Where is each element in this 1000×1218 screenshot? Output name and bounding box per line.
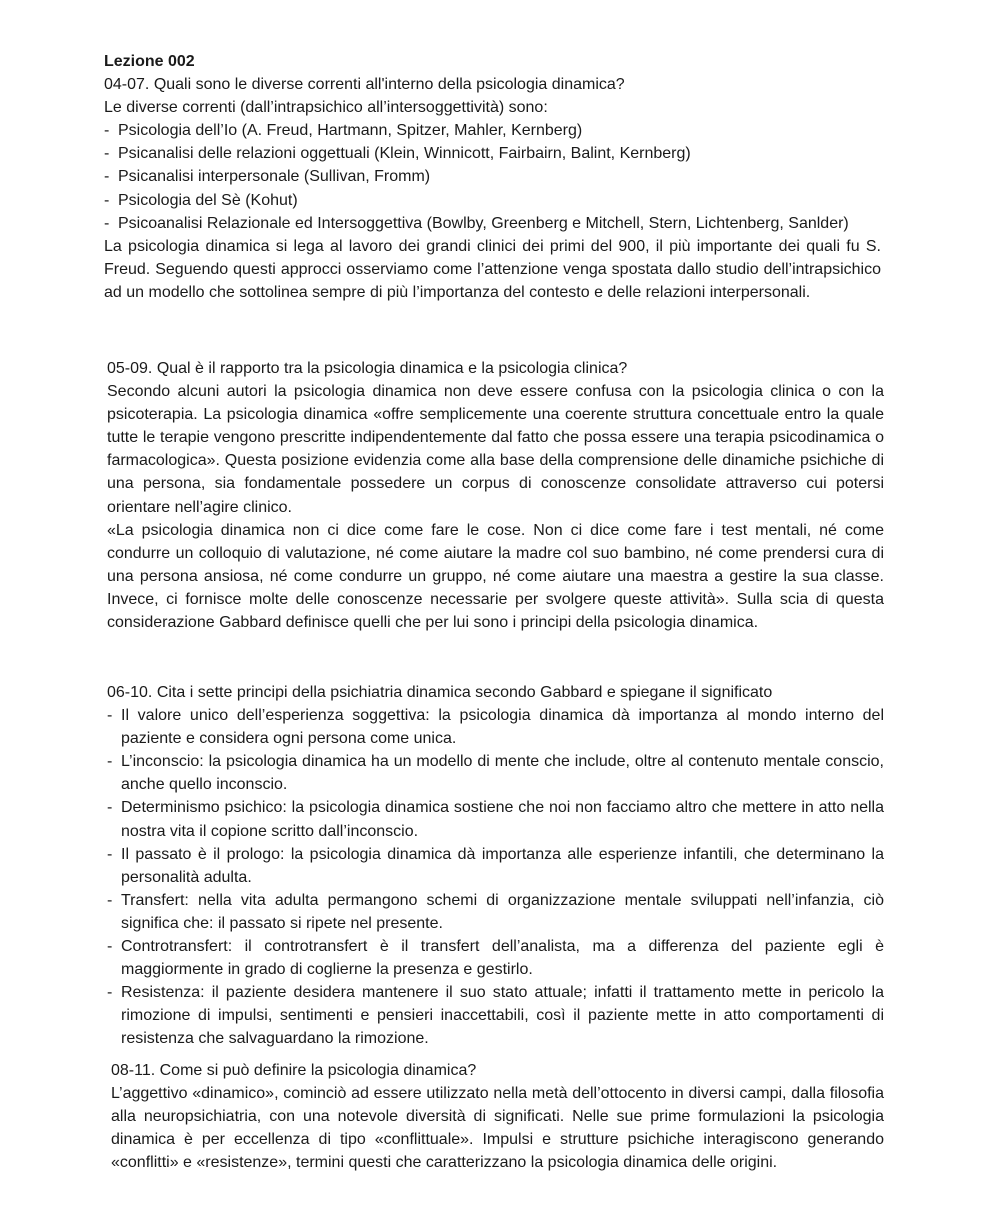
list-item-text: - Psicanalisi delle relazioni oggettuali (Klein, Winnicott, Fairbairn, Balint, Kernberg) <box>118 145 691 163</box>
section-correnti <box>104 50 881 304</box>
lesson-title: Lezione 002 <box>104 53 195 70</box>
list-item-text: - Determinismo psichico: la psicologia dinamica sostiene che noi non facciamo altro che mettere in atto nella nostra vita il copione scritto dall’inconscio. <box>121 799 884 840</box>
principi-list <box>107 704 884 1050</box>
list-item-text: - Psicoanalisi Relazionale ed Intersoggettiva (Bowlby, Greenberg e Mitchell, Stern, Lichtenberg, Sanlder) <box>118 214 849 232</box>
list-item-text: - Transfert: nella vita adulta permangono schemi di organizzazione mentale sviluppati nell’infanzia, ciò significa che: il passato si ripete nel presente. <box>121 891 884 932</box>
list-item <box>107 843 884 889</box>
section-rapporto <box>107 357 884 634</box>
list-item-text: - Il passato è il prologo: la psicologia dinamica dà importanza alle esperienze infantili, che determinano la personalità adulta. <box>121 845 884 886</box>
list-item-text: - Il valore unico dell’esperienza soggettiva: la psicologia dinamica dà importanza al mondo interno del paziente e considera ogni persona come unica. <box>121 707 884 748</box>
question-06-10: 06-10. Cita i sette principi della psichiatria dinamica secondo Gabbard e spiegane il significato <box>107 684 773 701</box>
list-item-text: - Resistenza: il paziente desidera mantenere il suo stato attuale; infatti il trattamento mette in pericolo la rimozione di impulsi, sentimenti e pensieri inaccettabili, così il paziente mette in atto comportamenti di resistenza che salvaguardano la rimozione. <box>121 984 884 1048</box>
list-item-text: - Psicologia del Sè (Kohut) <box>118 191 298 209</box>
list-item <box>107 796 884 842</box>
paragraph: L’aggettivo «dinamico», cominciò ad essere utilizzato nella metà dell’ottocento in diversi campi, dalla filosofia alla neuropsichiatria, con una notevole diversità di significati. Nelle sue prime formulazioni la psicologia dinamica è per eccellenza di tipo «conflittuale». Impulsi e strutture psichiche interagiscono generando «conflitti» e «resistenze», termini questi che caratterizzano la psicologia dinamica delle origini. <box>111 1085 884 1172</box>
paragraph: Secondo alcuni autori la psicologia dinamica non deve essere confusa con la psicologia clinica o con la psicoterapia. La psicologia dinamica «offre semplicemente una coerente struttura concettuale entro la quale tutte le terapie vengono prescritte indipendentemente dal fatto che possa essere una terapia psicodinamica o farmacologica». Questa posizione evidenzia come alla base della comprensione delle dinamiche psichiche di una persona, sia fondamentale possedere un corpus di conoscenze consolidate attraverso cui potersi orientare nell’agire clinico. <box>107 383 884 516</box>
list-item <box>104 119 881 142</box>
list-item <box>107 704 884 750</box>
question-08-11: 08-11. Come si può definire la psicologia dinamica? <box>111 1062 477 1079</box>
correnti-list <box>104 119 881 234</box>
list-item <box>104 212 881 235</box>
list-item <box>107 750 884 796</box>
list-item-text: - Psicologia dell’Io (A. Freud, Hartmann, Spitzer, Mahler, Kernberg) <box>118 122 583 140</box>
paragraph: La psicologia dinamica si lega al lavoro dei grandi clinici dei primi del 900, il più importante dei quali fu S. Freud. Seguendo questi approcci osserviamo come l’attenzione venga spostata dallo studio dell’intrapsichico ad un modello che sottolinea sempre di più l’importanza del contesto e delle relazioni interpersonali. <box>104 237 881 301</box>
question-05-09: 05-09. Qual è il rapporto tra la psicologia dinamica e la psicologia clinica? <box>107 360 628 377</box>
list-item <box>104 165 881 188</box>
list-item <box>107 981 884 1050</box>
list-item <box>104 189 881 212</box>
list-item <box>104 142 881 165</box>
list-item-text: - L’inconscio: la psicologia dinamica ha un modello di mente che include, oltre al contenuto mentale conscio, anche quello inconscio. <box>121 753 884 794</box>
question-04-07: 04-07. Quali sono le diverse correnti all'interno della psicologia dinamica? <box>104 76 625 94</box>
list-item <box>107 935 884 981</box>
section-definizione <box>111 1059 884 1174</box>
list-item <box>107 889 884 935</box>
intro-text: Le diverse correnti (dall’intrapsichico all’intersoggettività) sono: <box>104 99 548 117</box>
list-item-text: - Controtransfert: il controtransfert è il transfert dell’analista, ma a differenza del paziente egli è maggiormente in grado di coglierne la presenza e gestirlo. <box>121 938 884 979</box>
paragraph: «La psicologia dinamica non ci dice come fare le cose. Non ci dice come fare i test mentali, né come condurre un colloquio di valutazione, né come aiutare la madre col suo bambino, né come prendersi cura di una persona ansiosa, né come condurre un gruppo, né come aiutare una maestra a gestire la sua classe. Invece, ci fornisce molte delle conoscenze necessarie per svolgere queste attività». Sulla scia di questa considerazione Gabbard definisce quelli che per lui sono i principi della psicologia dinamica. <box>107 521 884 632</box>
list-item-text: - Psicanalisi interpersonale (Sullivan, Fromm) <box>118 168 431 186</box>
section-principi <box>107 681 884 1051</box>
